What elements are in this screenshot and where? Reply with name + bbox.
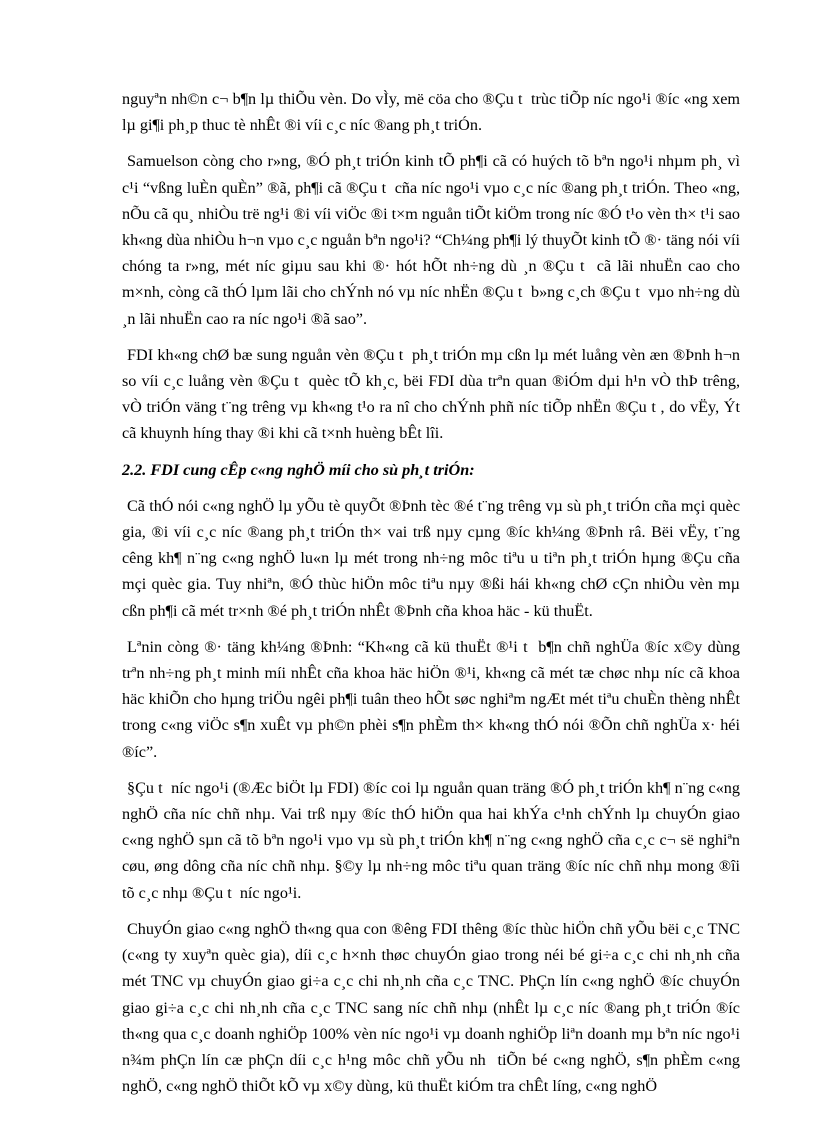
paragraph-1: nguyªn nh©n c¬ b¶n lµ thiÕu vèn. Do vÌy, më cöa cho ®Çu t trùc tiÕp níc ngo¹i ®íc «ng xem lµ gi¶i ph¸p thuc tè nhÊt ®i víi c¸c níc ®ang ph¸t triÓn. [122, 90, 740, 135]
paragraph-fdi-stability: FDI kh«ng chØ bæ sung nguån vèn ®Çu t ph¸t triÓn mµ cßn lµ mét luång vèn æn ®Þnh h¬n so víi c¸c luång vèn ®Çu t quèc tÕ kh¸c, bëi FDI dùa trªn quan ®iÓm dµi h¹n vÒ thÞ trêng, vÒ triÓn väng t¨ng trêng vµ kh«ng t¹o ra nî cho chÝnh phñ níc tiÕp nhËn ®Çu t , do vËy, Ýt cã khuynh híng thay ®i khi cã t×nh huèng bÊt lîi. [122, 345, 740, 443]
paragraph-foreign-investment: §Çu t níc ngo¹i (®Æc biÖt lµ FDI) ®íc coi lµ nguån quan träng ®Ó ph¸t triÓn kh¶ n¨ng c«ng nghÖ cña níc chñ nhµ. Vai trß nµy ®íc thÓ hiÖn qua hai khÝa c¹nh chÝnh lµ chuyÓn giao c«ng nghÖ sµn cã tõ bªn ngo¹i vµo vµ sù ph¸t triÓn kh¶ n¨ng c«ng nghÖ cña c¸c c¬ së nghiªn cøu, øng dông cña níc chñ nhµ. §©y lµ nh÷ng môc tiªu quan träng ®íc níc chñ nhµ mong ®îi tõ c¸c nhµ ®Çu t níc ngo¹i. [122, 778, 740, 902]
document-body [122, 86, 740, 1109]
section-heading-2-2: 2.2. FDI cung cÊp c«ng nghÖ míi cho sù ph¸t triÓn: [122, 460, 475, 479]
paragraph-samuelson: Samuelson còng cho r»ng, ®Ó ph¸t triÓn kinh tÕ ph¶i cã có huých tõ bªn ngo¹i nhµm ph¸ vì c¹i “vßng luÈn quÈn” ®ã, ph¶i cã ®Çu t cña níc ngo¹i vµo c¸c níc ®ang ph¸t triÓn. Theo «ng, nÕu cã qu¸ nhiÒu trë ng¹i ®i víi viÖc ®i t×m nguån tiÕt kiÖm trong níc ®Ó t¹o vèn th× t¹i sao kh«ng dùa nhiÒu h¬n vµo c¸c nguån bªn ngo¹i? “Ch¼ng ph¶i lý thuyÕt kinh tÕ ®· täng nói víi chóng ta r»ng, mét níc giµu sau khi ®· hót hÕt nh÷ng dù ¸n ®Çu t cã lãi nhuËn cao cho m×nh, còng cã thÓ lµm lãi cho chÝnh nó vµ níc nhËn ®Çu t b»ng c¸ch ®Çu t vµo nh÷ng dù ¸n lãi nhuËn cao ra níc ngo¹i ®ã sao”. [122, 152, 740, 328]
paragraph-technology-transfer: ChuyÓn giao c«ng nghÖ th«ng qua con ®êng FDI thêng ®íc thùc hiÖn chñ yÕu bëi c¸c TNC (c«ng ty xuyªn quèc gia), díi c¸c h×nh thøc chuyÓn giao trong néi bé gi÷a c¸c chi nh¸nh cña mét TNC vµ chuyÓn giao gi÷a c¸c chi nh¸nh cña c¸c TNC. PhÇn lín c«ng nghÖ ®íc chuyÓn giao gi÷a c¸c chi nh¸nh cña c¸c TNC sang níc chñ nhµ (nhÊt lµ c¸c níc ®ang ph¸t triÓn ®íc th«ng qua c¸c doanh nghiÖp 100% vèn níc ngo¹i vµ doanh nghiÖp liªn doanh mµ bªn níc ngo¹i n¾m phÇn lín cæ phÇn díi c¸c h¹ng môc chñ yÕu nh tiÕn bé c«ng nghÖ, s¶n phÈm c«ng nghÖ, c«ng nghÖ thiÕt kÕ vµ x©y dùng, kü thuËt kiÓm tra chÊt líng, c«ng nghÖ [122, 919, 740, 1096]
paragraph-technology: Cã thÓ nói c«ng nghÖ lµ yÕu tè quyÕt ®Þnh tèc ®é t¨ng trêng vµ sù ph¸t triÓn cña mçi quèc gia, ®i víi c¸c níc ®ang ph¸t triÓn th× vai trß nµy cµng ®íc kh¼ng ®Þnh râ. Bëi vËy, t¨ng cêng kh¶ n¨ng c«ng nghÖ lu«n lµ mét trong nh÷ng môc tiªu u tiªn ph¸t triÓn hµng ®Çu cña mçi quèc gia. Tuy nhiªn, ®Ó thùc hiÖn môc tiªu nµy ®ßi hái kh«ng chØ cÇn nhiÒu vèn mµ cßn ph¶i cã mét tr×nh ®é ph¸t triÓn nhÊt ®Þnh cña khoa häc - kü thuËt. [122, 496, 740, 620]
paragraph-lenin-quote: Lªnin còng ®· täng kh¼ng ®Þnh: “Kh«ng cã kü thuËt ®¹i t b¶n chñ nghÜa ®íc x©y dùng trªn nh÷ng ph¸t minh míi nhÊt cña khoa häc hiÖn ®¹i, kh«ng cã mét tæ chøc nhµ níc cã khoa häc khiÕn cho hµng triÖu ngêi ph¶i tuân theo hÕt søc nghiªm ngÆt mét tiªu chuÈn thèng nhÊt trong c«ng viÖc s¶n xuÊt vµ ph©n phèi s¶n phÈm th× kh«ng thÓ nói ®Õn chñ nghÜa x· héi ®íc”. [122, 637, 740, 761]
